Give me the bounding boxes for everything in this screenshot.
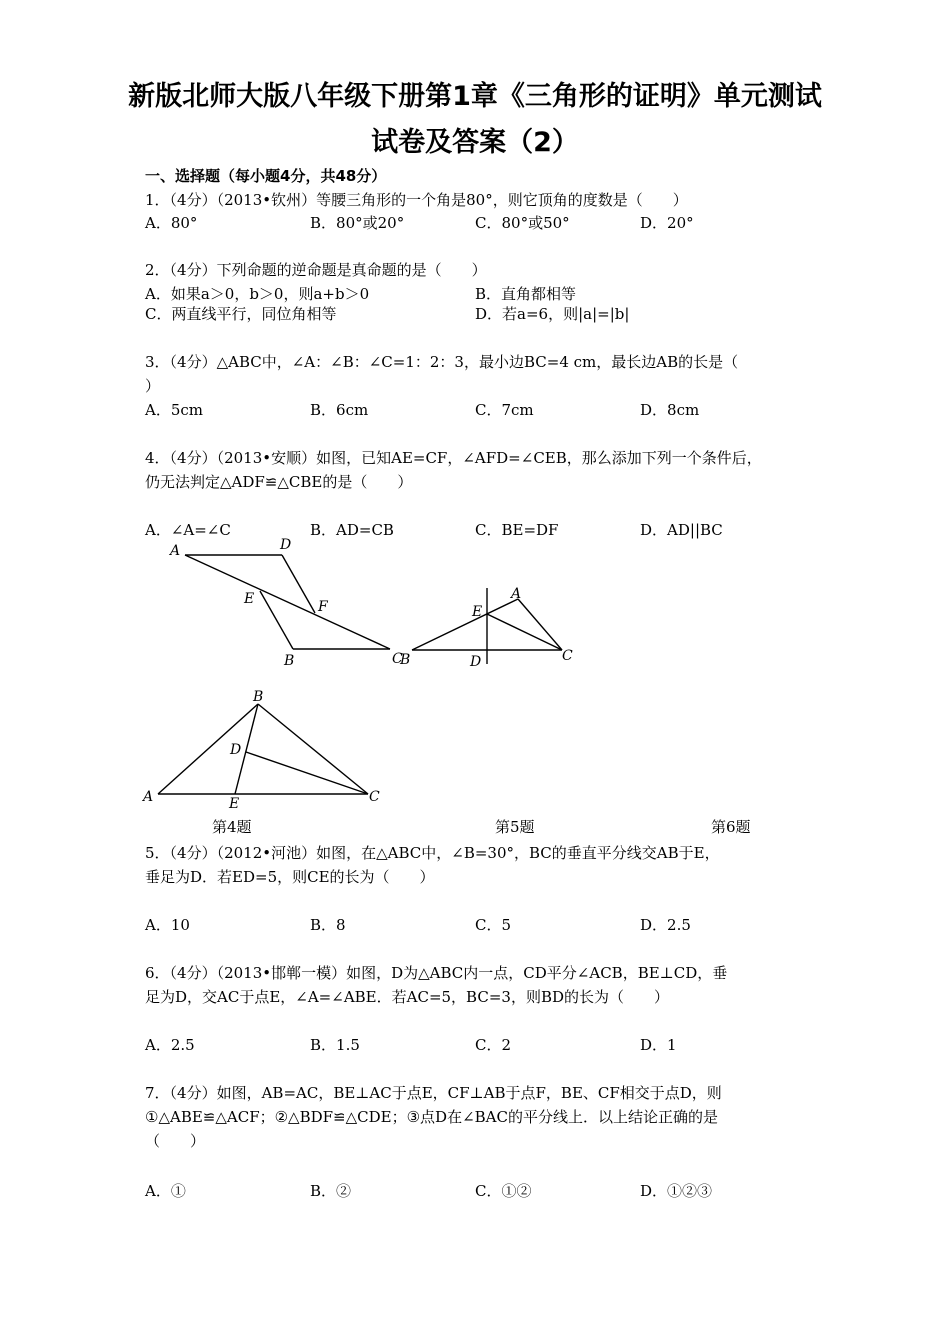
q2-option-c: C．两直线平行，同位角相等 <box>145 305 337 323</box>
figure-5 <box>398 580 588 675</box>
q2-option-b: B．直角都相等 <box>475 285 577 303</box>
q7-option-a: A．① <box>145 1182 186 1200</box>
fig4-label-f: F <box>318 599 328 615</box>
q6-option-d: D．1 <box>640 1036 677 1054</box>
q4-option-d: D．AD||BC <box>640 521 723 539</box>
q6-stem-line-2: 足为D，交AC于点E，∠A=∠ABE．若AC=5，BC=3，则BD的长为（ ） <box>145 988 669 1006</box>
q1-option-b: B．80°或20° <box>310 214 405 232</box>
fig6-label-a: A <box>143 789 154 805</box>
q6-stem-line-1: 6．（4分）（2013•邯郸一模）如图，D为△ABC内一点，CD平分∠ACB，BE⊥CD，垂 <box>145 964 728 982</box>
figure-4 <box>160 535 420 670</box>
q7-stem-line-2: ①△ABE≌△ACF；②△BDF≌△CDE；③点D在∠BAC的平分线上．以上结论正确的是 <box>145 1108 718 1126</box>
q6-option-a: A．2.5 <box>145 1036 195 1054</box>
q4-stem-line-1: 4．（4分）（2013•安顺）如图，已知AE=CF，∠AFD=∠CEB，那么添加下列一个条件后， <box>145 449 762 467</box>
fig5-label-a: A <box>511 586 522 602</box>
q2-option-a: A．如果a＞0，b＞0，则a+b＞0 <box>145 285 370 303</box>
q1-stem: 1．（4分）（2013•钦州）等腰三角形的一个角是80°，则它顶角的度数是（ ） <box>145 191 688 209</box>
caption-figure-4: 第4题 <box>212 818 252 836</box>
q3-option-d: D．8cm <box>640 401 700 419</box>
q1-option-c: C．80°或50° <box>475 214 570 232</box>
figure-6 <box>140 688 400 813</box>
q5-option-a: A．10 <box>145 916 190 934</box>
fig4-label-c: C <box>392 651 403 667</box>
caption-figure-6: 第6题 <box>711 818 751 836</box>
q4-option-b: B．AD=CB <box>310 521 394 539</box>
fig6-label-e: E <box>229 796 240 812</box>
q2-option-d: D．若a=6，则|a|=|b| <box>475 305 630 323</box>
title-line-2: 试卷及答案（2） <box>371 127 579 158</box>
fig5-label-c: C <box>562 648 573 664</box>
q5-stem-line-2: 垂足为D．若ED=5，则CE的长为（ ） <box>145 868 435 886</box>
q1-option-d: D．20° <box>640 214 694 232</box>
q3-option-a: A．5cm <box>145 401 204 419</box>
q3-stem-line-2: ） <box>145 377 161 395</box>
q5-option-c: C．5 <box>475 916 512 934</box>
fig6-label-b: B <box>253 689 264 705</box>
q2-stem: 2．（4分）下列命题的逆命题是真命题的是（ ） <box>145 261 487 279</box>
fig4-label-e: E <box>244 591 255 607</box>
fig4-label-d: D <box>280 537 292 553</box>
q7-stem-line-1: 7．（4分）如图，AB=AC，BE⊥AC于点E，CF⊥AB于点F，BE、CF相交于点D，则 <box>145 1084 722 1102</box>
section-heading: 一、选择题（每小题4分，共48分） <box>145 167 387 185</box>
title-line-1: 新版北师大版八年级下册第1章《三角形的证明》单元测试 <box>128 81 822 112</box>
caption-figure-5: 第5题 <box>495 818 535 836</box>
q7-option-d: D．①②③ <box>640 1182 713 1200</box>
q7-stem-line-3: （ ） <box>145 1132 206 1150</box>
q5-stem-line-1: 5．（4分）（2012•河池）如图，在△ABC中，∠B=30°，BC的垂直平分线交AB于E， <box>145 844 720 862</box>
q1-option-a: A．80° <box>145 214 198 232</box>
q4-stem-line-2: 仍无法判定△ADF≌△CBE的是（ ） <box>145 473 413 491</box>
q7-option-c: C．①② <box>475 1182 532 1200</box>
fig6-label-c: C <box>369 789 380 805</box>
q5-option-d: D．2.5 <box>640 916 691 934</box>
fig4-label-a: A <box>170 543 181 559</box>
q3-stem-line-1: 3．（4分）△ABC中，∠A：∠B：∠C=1：2：3，最小边BC=4 cm，最长边AB的长是（ <box>145 353 739 371</box>
q7-option-b: B．② <box>310 1182 352 1200</box>
q4-option-c: C．BE=DF <box>475 521 559 539</box>
q4-option-a: A．∠A=∠C <box>145 521 231 539</box>
fig5-label-d: D <box>470 654 482 670</box>
fig4-label-b: B <box>284 653 295 669</box>
q3-option-b: B．6cm <box>310 401 369 419</box>
q3-option-c: C．7cm <box>475 401 534 419</box>
q5-option-b: B．8 <box>310 916 346 934</box>
fig6-label-d: D <box>230 742 242 758</box>
q6-option-b: B．1.5 <box>310 1036 360 1054</box>
q6-option-c: C．2 <box>475 1036 512 1054</box>
fig5-label-b: B <box>400 652 411 668</box>
fig5-label-e: E <box>472 604 483 620</box>
